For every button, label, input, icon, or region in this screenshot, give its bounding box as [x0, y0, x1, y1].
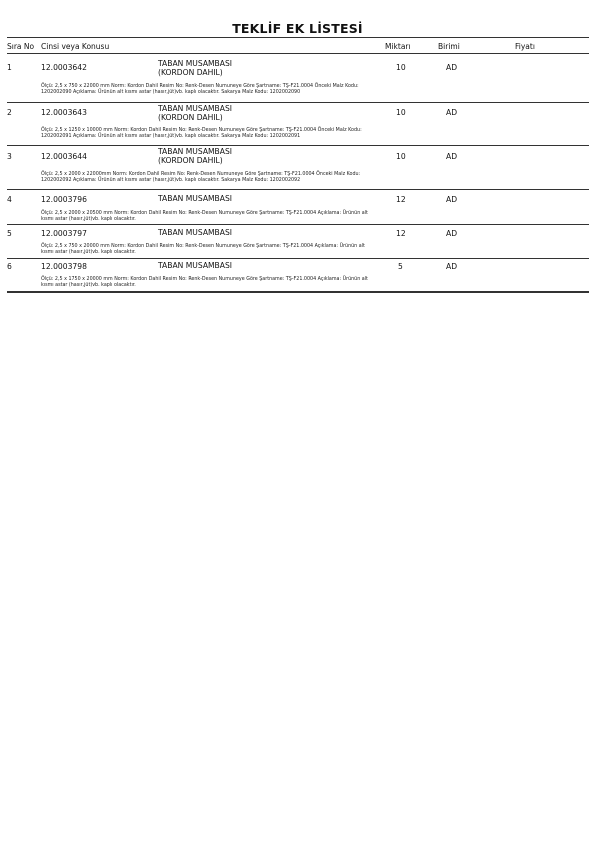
material-name-line2: (KORDON DAHIL): [158, 112, 223, 122]
material-name: [158, 262, 232, 271]
material-name: [158, 148, 232, 165]
material-code: 12.0003796: [41, 195, 87, 204]
unit: AD: [446, 63, 458, 72]
quantity: 10: [396, 152, 406, 161]
material-name-line1: TABAN MUSAMBASI: [158, 59, 233, 68]
row-divider: [7, 258, 589, 259]
table-bottom-rule: [7, 291, 589, 293]
unit: AD: [446, 262, 458, 271]
material-description: Ölçü: 2,5 x 1750 x 20000 mm Norm: Kordon Dahil Resim No: Renk-Desen Numuneye Göre Şartname: TŞ-F21.0004 Açıklama: Ürünün alt kısmı astar (hasır,jüt)vb. kaplı olacaktır.: [41, 277, 368, 288]
header-cinsi: Cinsi veya Konusu: [41, 42, 110, 51]
header-birim: Birimi: [438, 42, 460, 51]
quantity: 5: [398, 262, 403, 271]
material-description: Ölçü: 2,5 x 1250 x 10000 mm Norm: Kordon Dahil Resim No: Renk-Desen Numuneye Göre Şartname: TŞ-F21.0004 Önceki Malz Kodu: 1202002091 Açıklama: Ürünün alt kısmı astar (hasır,jüt)vb. kaplı olacaktır. Sakarya Malz Kodu: 1202002091: [41, 128, 362, 139]
header-top-rule: [7, 37, 589, 38]
row-divider: [7, 102, 589, 103]
unit: AD: [446, 108, 458, 117]
unit: AD: [446, 195, 458, 204]
row-number: 2: [7, 108, 12, 117]
material-name-line2: (KORDON DAHIL): [158, 67, 223, 77]
material-code: 12.0003643: [41, 108, 87, 117]
header-bottom-rule: [7, 53, 589, 54]
quantity: 12: [396, 195, 406, 204]
material-name-line1: TABAN MUSAMBASI: [158, 228, 233, 237]
material-name: [158, 60, 232, 77]
material-name: [158, 229, 232, 238]
header-sira-no: Sıra No: [7, 42, 35, 51]
header-fiyat: Fiyatı: [515, 42, 535, 51]
material-name-line1: TABAN MUSAMBASI: [158, 194, 233, 203]
row-divider: [7, 224, 589, 225]
material-code: 12.0003642: [41, 63, 87, 72]
quantity: 12: [396, 229, 406, 238]
quantity: 10: [396, 108, 406, 117]
row-number: 5: [7, 229, 12, 238]
page-title: TEKLİF EK LİSTESİ: [232, 21, 363, 36]
material-name: [158, 105, 232, 122]
unit: AD: [446, 152, 458, 161]
material-name-line1: TABAN MUSAMBASI: [158, 261, 233, 270]
row-divider: [7, 189, 589, 190]
header-miktar: Miktarı: [385, 42, 411, 51]
material-name-line1: TABAN MUSAMBASI: [158, 147, 233, 156]
unit: AD: [446, 229, 458, 238]
material-code: 12.0003798: [41, 262, 87, 271]
material-description: Ölçü: 2,5 x 750 x 20000 mm Norm: Kordon Dahil Resim No: Renk-Desen Numuneye Göre Şartname: TŞ-F21.0004 Açıklama: Ürünün alt kısmı astar (hasır,jüt)vb. kaplı olacaktır.: [41, 244, 365, 255]
material-description: Ölçü: 2,5 x 2000 x 20500 mm Norm: Kordon Dahil Resim No: Renk-Desen Numuneye Göre Şartname: TŞ-F21.0004 Açıklama: Ürünün alt kısmı astar (hasır,jüt)vb. kaplı olacaktır.: [41, 211, 368, 222]
quantity: 10: [396, 63, 406, 72]
material-name-line2: (KORDON DAHIL): [158, 155, 223, 165]
material-name: [158, 195, 232, 204]
row-divider: [7, 145, 589, 146]
row-number: 1: [7, 63, 12, 72]
row-number: 6: [7, 262, 12, 271]
row-number: 3: [7, 152, 12, 161]
material-description: Ölçü: 2,5 x 750 x 22000 mm Norm: Kordon Dahil Resim No: Renk-Desen Numuneye Göre Şartname: TŞ-F21.0004 Önceki Malz Kodu: 1202002090 Açıklama: Ürünün alt kısmı astar (hasır,jüt)vb. kaplı olacaktır. Sakarya Malz Kodu: 1202002090: [41, 84, 359, 95]
material-description: Ölçü: 2,5 x 2000 x 22000mm Norm: Kordon Dahil Resim No: Renk-Desen Numuneye Göre Şartname: TŞ-F21.0004 Önceki Malz Kodu: 1202002092 Açıklama: Ürünün alt kısmı astar (hasır,jüt)vb. kaplı olacaktır. Sakarya Malz Kodu: 1202002092: [41, 172, 361, 183]
row-number: 4: [7, 195, 12, 204]
material-code: 12.0003644: [41, 152, 87, 161]
material-code: 12.0003797: [41, 229, 87, 238]
material-name-line1: TABAN MUSAMBASI: [158, 104, 233, 113]
